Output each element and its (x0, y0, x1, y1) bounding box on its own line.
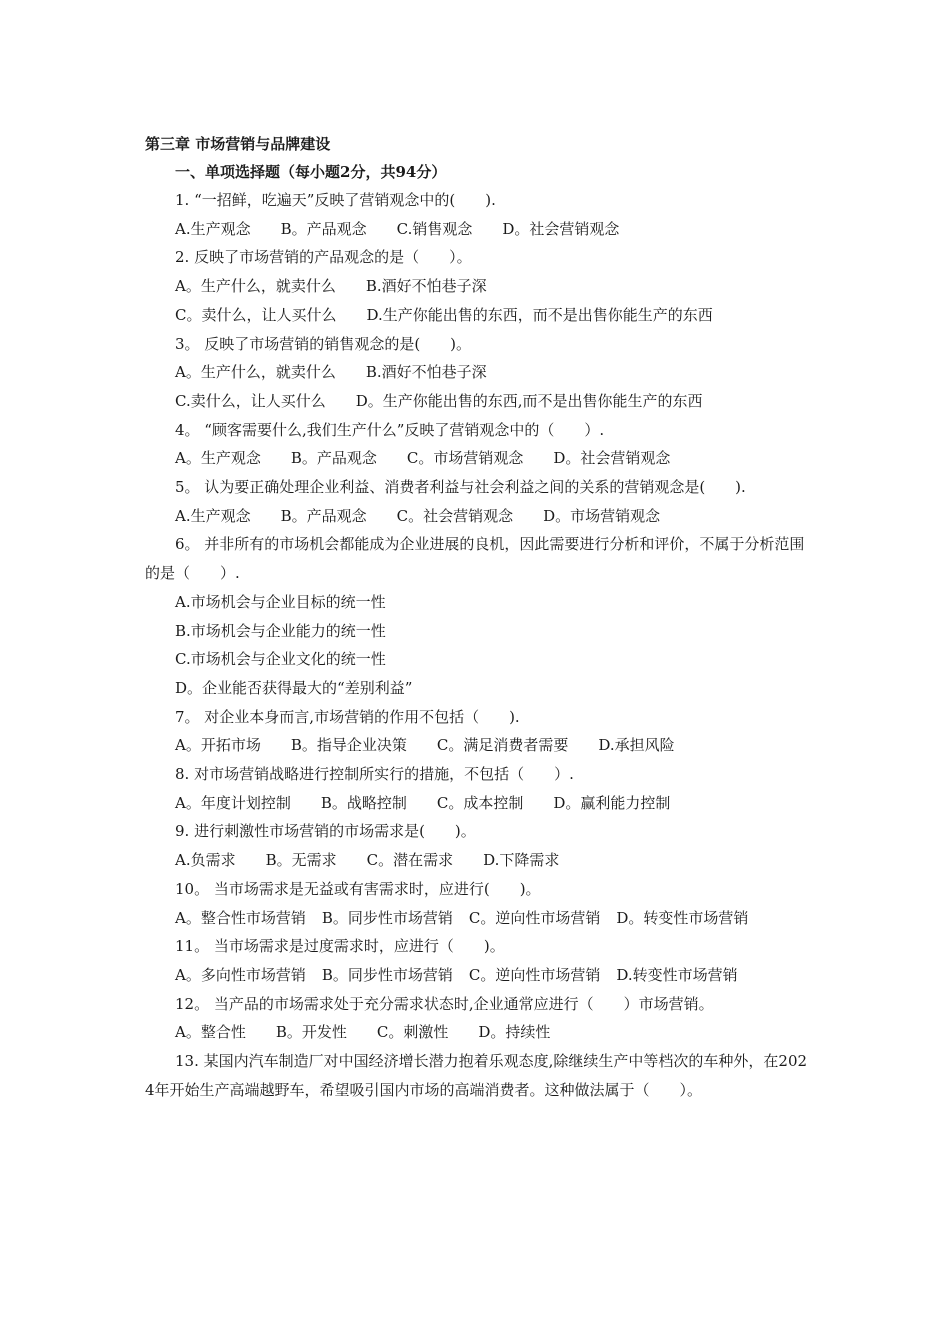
question-5-option-d: D。市场营销观念 (543, 506, 661, 525)
question-1-option-c: C.销售观念 (396, 219, 473, 238)
question-4-option-b: B。产品观念 (290, 449, 377, 468)
question-1-stem: 1. “一招鲜，吃遍天”反映了营销观念中的( ). (175, 191, 496, 209)
question-9-stem: 9. 进行刺激性市场营销的市场需求是( )。 (175, 822, 476, 841)
question-6-option-d: D。企业能否获得最大的“差别利益” (175, 678, 413, 697)
question-3-option-a: A。生产什么，就卖什么 (175, 363, 336, 382)
question-4-option-a: A。生产观念 (175, 449, 261, 468)
question-11-options (145, 961, 810, 990)
question-6-stem: 6。 并非所有的市场机会都能成为企业进展的良机，因此需要进行分析和评价，不属于分析范围的是（ ）. (145, 535, 805, 583)
question-13-stem: 13. 某国内汽车制造厂对中国经济增长潜力抱着乐观态度,除继续生产中等档次的车种外，在2024年开始生产高端越野车，希望吸引国内市场的高端消费者。这种做法属于（ ）。 (145, 1052, 808, 1099)
question-7-option-d: D.承担风险 (598, 736, 675, 755)
question-6-option-b: B.市场机会与企业能力的统一性 (175, 621, 386, 640)
question-3-option-c: C.卖什么，让人买什么 (175, 391, 326, 410)
question-2-option-d: D.生产你能出售的东西，而不是出售你能生产的东西 (366, 305, 713, 324)
question-7-stem: 7。 对企业本身而言,市场营销的作用不包括（ ). (175, 707, 520, 726)
question-12-option-b: B。开发性 (275, 1023, 347, 1042)
question-8-options (145, 789, 810, 818)
question-1-options (145, 215, 810, 244)
question-12-option-c: C。刺激性 (376, 1023, 449, 1042)
question-2-option-a: A。生产什么，就卖什么 (175, 277, 336, 296)
question-3-options-row2 (145, 387, 810, 416)
question-9-option-c: C。潜在需求 (366, 851, 454, 870)
question-7-option-a: A。开拓市场 (175, 736, 261, 755)
question-10-stem: 10。 当市场需求是无益或有害需求时，应进行( )。 (175, 879, 541, 898)
question-3-option-b: B.酒好不怕巷子深 (365, 363, 487, 382)
question-2-option-c: C。卖什么，让人买什么 (175, 305, 337, 324)
question-8-option-c: C。成本控制 (436, 793, 524, 812)
question-12-stem: 12。 当产品的市场需求处于充分需求状态时,企业通常应进行（ ）市场营销。 (175, 994, 714, 1013)
question-10-option-a: A。整合性市场营销 (175, 908, 306, 927)
question-4-options (145, 444, 810, 473)
question-7-option-b: B。指导企业决策 (290, 736, 407, 755)
question-7-options (145, 731, 810, 760)
question-11-option-d: D.转变性市场营销 (616, 965, 738, 984)
question-6-option-a: A.市场机会与企业目标的统一性 (175, 592, 386, 611)
question-10-option-c: C。逆向性市场营销 (468, 908, 601, 927)
question-2-options-row2 (145, 301, 810, 330)
question-1-option-d: D。社会营销观念 (502, 219, 620, 238)
question-3-stem: 3。 反映了市场营销的销售观念的是( )。 (175, 334, 472, 353)
question-10-option-d: D。转变性市场营销 (616, 908, 749, 927)
question-2-options-row1 (145, 272, 810, 301)
question-7-option-c: C。满足消费者需要 (436, 736, 569, 755)
question-8-option-a: A。年度计划控制 (175, 793, 291, 812)
question-2-stem: 2. 反映了市场营销的产品观念的是（ ）。 (175, 248, 472, 267)
question-8-stem: 8. 对市场营销战略进行控制所实行的措施，不包括（ ）. (175, 765, 574, 784)
question-5-stem: 5。 认为要正确处理企业利益、消费者利益与社会利益之间的关系的营销观念是( ). (175, 478, 746, 497)
question-1-option-a: A.生产观念 (175, 219, 251, 238)
question-4-option-c: C。市场营销观念 (406, 449, 524, 468)
question-2-option-b: B.酒好不怕巷子深 (365, 277, 487, 296)
document-body (145, 130, 810, 1105)
question-5-options (145, 502, 810, 531)
question-5-option-c: C。社会营销观念 (396, 506, 514, 525)
question-9-option-b: B。无需求 (265, 851, 337, 870)
question-8-option-b: B。战略控制 (320, 793, 407, 812)
question-3-option-d: D。生产你能出售的东西,而不是出售你能生产的东西 (355, 391, 703, 410)
question-4-option-d: D。社会营销观念 (553, 449, 671, 468)
question-12-option-a: A。整合性 (175, 1023, 246, 1042)
question-6-option-c: C.市场机会与企业文化的统一性 (175, 650, 386, 669)
question-9-option-a: A.负需求 (175, 851, 236, 870)
question-3-options-row1 (145, 358, 810, 387)
question-4-stem: 4。 “顾客需要什么,我们生产什么”反映了营销观念中的（ ）. (175, 420, 605, 439)
question-11-option-c: C。逆向性市场营销 (468, 965, 601, 984)
question-11-option-b: B。同步性市场营销 (321, 965, 453, 984)
section-title: 一、单项选择题（每小题2分，共94分） (175, 163, 447, 181)
question-10-option-b: B。同步性市场营销 (321, 908, 453, 927)
question-12-option-d: D。持续性 (478, 1023, 551, 1042)
question-5-option-b: B。产品观念 (280, 506, 367, 525)
question-12-options (145, 1018, 810, 1047)
question-9-options (145, 846, 810, 875)
question-11-option-a: A。多向性市场营销 (175, 965, 306, 984)
question-11-stem: 11。 当市场需求是过度需求时，应进行（ )。 (175, 937, 505, 956)
question-8-option-d: D。赢利能力控制 (553, 793, 671, 812)
question-10-options (145, 904, 810, 933)
chapter-title: 第三章 市场营销与品牌建设 (145, 135, 331, 153)
question-9-option-d: D.下降需求 (483, 851, 560, 870)
question-1-option-b: B。产品观念 (280, 219, 367, 238)
question-5-option-a: A.生产观念 (175, 506, 251, 525)
